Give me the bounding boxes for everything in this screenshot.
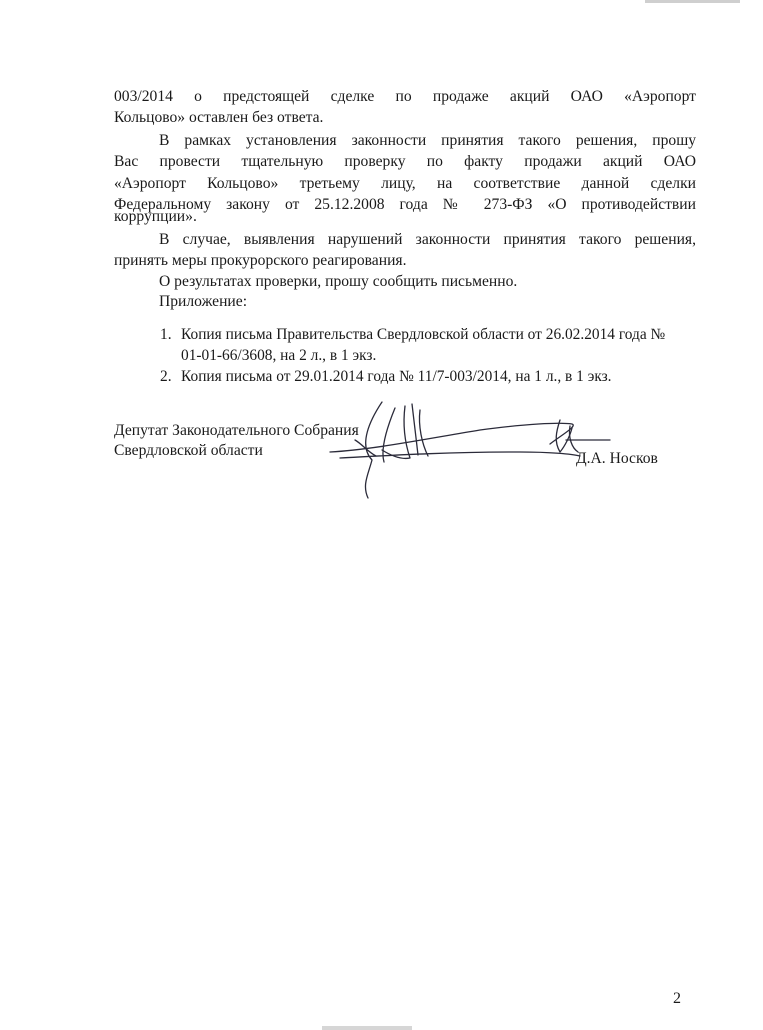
paragraph-4: О результатах проверки, прошу сообщить письменно.	[159, 273, 518, 290]
paragraph-2-line-5: коррупции».	[114, 208, 197, 225]
paragraph-3-line-1: В случае, выявления нарушений законности принятия такого решения,	[159, 231, 696, 248]
paragraph-2-line-1: В рамках установления законности принятия такого решения, прошу	[159, 132, 696, 149]
attachment-text-line-1: Копия письма Правительства Свердловской области от 26.02.2014 года №	[181, 326, 666, 343]
signatory-name: Д.А. Носков	[576, 450, 658, 467]
paragraph-1-line-1: 003/2014 о предстоящей сделке по продаже акций ОАО «Аэропорт	[114, 88, 696, 105]
paragraph-2-line-4: Федеральному закону от 25.12.2008 года № 273-ФЗ «О противодействии	[114, 196, 696, 213]
handwritten-signature	[310, 400, 630, 505]
scan-edge-mark	[322, 1026, 412, 1030]
signatory-title-line-2: Свердловской области	[114, 442, 263, 459]
paragraph-2-line-3: «Аэропорт Кольцово» третьему лицу, на соответствие данной сделки	[114, 175, 696, 192]
paragraph-1-line-2: Кольцово» оставлен без ответа.	[114, 109, 324, 126]
paragraph-3-line-2: принять меры прокурорского реагирования.	[114, 252, 407, 269]
page-number: 2	[673, 990, 681, 1007]
attachment-number: 1.	[160, 326, 172, 343]
attachment-item-1	[160, 324, 700, 366]
attachment-item-2	[160, 366, 700, 387]
attachment-text-line-1: Копия письма от 29.01.2014 года № 11/7-003/2014, на 1 л., в 1 экз.	[181, 368, 612, 385]
attachment-text-line-2: 01-01-66/3608, на 2 л., в 1 экз.	[181, 347, 377, 364]
scan-edge-mark	[645, 0, 740, 3]
attachment-number: 2.	[160, 368, 172, 385]
signatory-title-line-1: Депутат Законодательного Собрания	[114, 422, 359, 439]
paragraph-2-line-2: Вас провести тщательную проверку по факту продажи акций ОАО	[114, 153, 696, 170]
attachments-heading: Приложение:	[159, 293, 248, 310]
